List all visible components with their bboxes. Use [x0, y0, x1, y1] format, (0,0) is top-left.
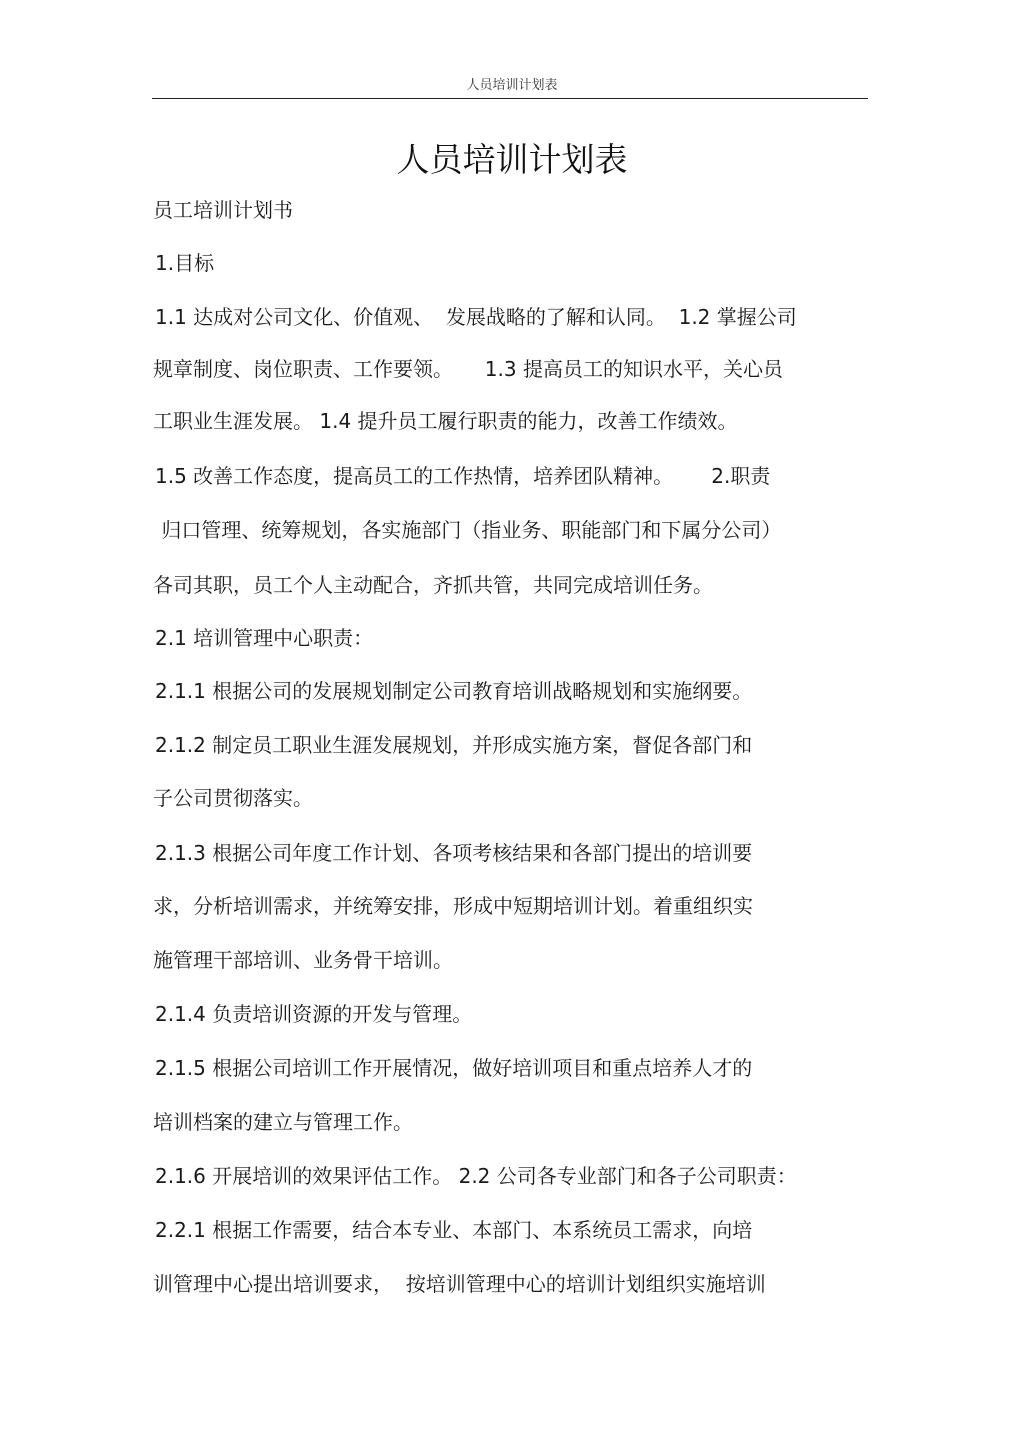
body-line: 1.5 改善工作态度，提高员工的工作热情，培养团队精神。 2.职责	[155, 464, 771, 488]
body-line: 2.1.2 制定员工职业生涯发展规划，并形成实施方案，督促各部门和	[155, 733, 753, 757]
body-line: 规章制度、岗位职责、工作要领。 1.3 提高员工的知识水平，关心员	[153, 357, 783, 381]
body-line: 2.1.6 开展培训的效果评估工作。 2.2 公司各专业部门和各子公司职责：	[155, 1164, 797, 1188]
running-header: 人员培训计划表	[466, 78, 558, 93]
header-divider	[152, 98, 868, 99]
body-line: 2.1.5 根据公司培训工作开展情况，做好培训项目和重点培养人才的	[155, 1056, 753, 1080]
body-line: 各司其职，员工个人主动配合，齐抓共管，共同完成培训任务。	[153, 573, 713, 597]
body-line: 2.2.1 根据工作需要，结合本专业、本部门、本系统员工需求，向培	[155, 1218, 753, 1242]
body-line: 2.1.3 根据公司年度工作计划、各项考核结果和各部门提出的培训要	[155, 841, 753, 865]
body-line: 子公司贯彻落实。	[153, 786, 313, 810]
body-line: 归口管理、统筹规划，各实施部门（指业务、职能部门和下属分公司）	[155, 518, 782, 542]
body-line: 1.1 达成对公司文化、价值观、 发展战略的了解和认同。 1.2 掌握公司	[155, 305, 797, 329]
document-title: 人员培训计划表	[396, 140, 628, 179]
body-line: 2.1 培训管理中心职责：	[155, 626, 374, 650]
body-line: 1.目标	[155, 251, 215, 275]
body-line: 员工培训计划书	[153, 198, 293, 222]
body-line: 2.1.4 负责培训资源的开发与管理。	[155, 1002, 473, 1026]
body-line: 施管理干部培训、业务骨干培训。	[153, 948, 453, 972]
body-line: 工职业生涯发展。 1.4 提升员工履行职责的能力，改善工作绩效。	[153, 409, 738, 433]
body-line: 求，分析培训需求，并统筹安排，形成中短期培训计划。着重组织实	[153, 894, 753, 918]
body-line: 培训档案的建立与管理工作。	[153, 1110, 413, 1134]
body-line: 2.1.1 根据公司的发展规划制定公司教育培训战略规划和实施纲要。	[155, 679, 753, 703]
body-line: 训管理中心提出培训要求， 按培训管理中心的培训计划组织实施培训	[153, 1272, 766, 1296]
